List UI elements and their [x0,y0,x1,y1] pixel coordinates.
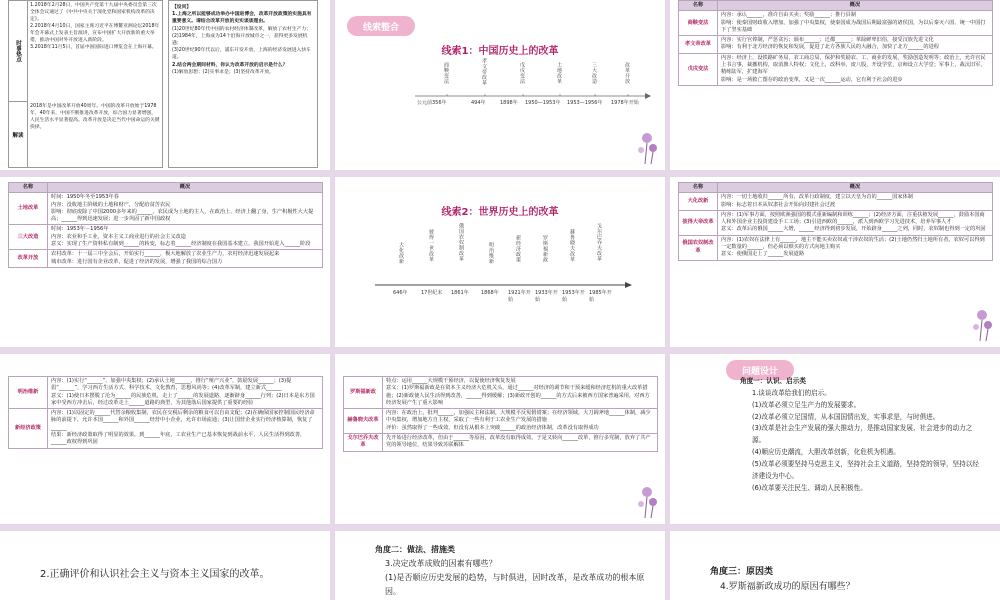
axis-arrow [645,93,651,99]
year-label: 1985年开始 [589,290,612,303]
timeline-axis [335,0,665,170]
slide-china-reforms-table-1[interactable] [670,0,1000,170]
row-name: 孝文帝改革 [679,36,718,54]
table-row [9,250,323,268]
table-row [344,409,658,434]
flower-decoration-icon [617,482,661,520]
table-row [344,377,658,409]
table-row [679,193,993,211]
reform-table [678,0,993,86]
question-text: 3.决定改革成败的因素有哪些？ [385,559,497,568]
event-label: 改革开放 [624,62,630,84]
slide-china-reform-timeline[interactable] [335,0,665,170]
table-row [679,11,993,36]
row-text: 内容：承认______，准许自由买卖；奖励______；推行县制 影响：使秦国财政收入增加，加强了中央集权，使秦国成为战国后期最富强的诸侯国，为以后秦灭六国、统一中国打下了坚实基础 [718,11,993,36]
row-name: 罗斯福新政 [344,377,383,409]
table-row [9,409,323,448]
answer-item: (2)改革必须立足国情，从本国国情出发，实事求是，与时俱进。 [752,412,940,421]
news-item: 3.2018年11月5日，首届中国国际进口博览会在上海开幕。 [30,44,157,50]
question-body [375,543,645,599]
slide-world-reform-timeline[interactable] [335,177,665,347]
answer-item: (1)改革必须立足生产力的发展要求。 [752,400,861,409]
event-label: 大化改新 [398,242,404,264]
angle-heading: 角度二：做法、措施类 [375,545,455,554]
row-name: 商鞅变法 [679,11,718,36]
col-header-desc: 概况 [718,183,993,193]
table-row [344,433,658,451]
answer-item: (1)是否顺应历史发展的趋势，与时俱进，因时改革，是改革成功的根本原因。 [385,573,645,596]
year-label: 494年 [471,100,486,106]
event-label: 戈尔巴乔夫改革 [596,223,602,262]
event-label: 罗斯福新政 [542,235,548,263]
row-name: 大化改新 [679,193,718,211]
table-row [679,210,993,235]
row-name: 土地改革 [9,193,48,225]
year-label: 1861年 [451,290,469,296]
year-label: 1950—1953年 [525,100,561,106]
timeline-axis [335,177,665,347]
table-row [679,53,993,85]
row-text: 内容：在政治上，批判______，加强民主和法制，大规模平反冤假错案；在经济领域，大刀阔斧地______体制，减少中央集权，增加地方自主权，采取了一些有利于工农业生产发展的措施 评价：虽然取得了一些成效，但没有从根本上突破______的政治经济体制，改革没有取得成功 [383,409,658,434]
event-label: 俄国农奴制改革 [458,223,464,262]
news-list [30,3,160,52]
slide-question-4[interactable] [670,531,1000,600]
table-row [9,225,323,250]
year-label: 1978年开始 [611,100,639,106]
news-item: 2.2018年4月10日，国家主席习近平在博鳌亚洲论坛2018年年会开幕式上发表主旨演讲，宣布中国扩大开放新的重大举措，推动中国对外开放进入新阶段。 [30,23,160,43]
question-1: 1.上海之所以能够成功举办中国进博会，改革开放政策的实施具有重要意义。请结合改革开放的史实谈谈理由。 [172,12,312,25]
section-banner: 线索整合 [347,16,415,36]
section-banner: 问题设计 [726,360,794,380]
event-label: 赫鲁晓夫改革 [569,229,575,262]
event-label: 新经济政策 [515,235,521,263]
event-label: 明治维新 [488,242,494,264]
question-body [740,376,985,495]
reform-table [8,182,323,268]
row-text: 时间：1950年冬至1953年春 内容：没收地主阶级的土地和财产，分配给贫苦农民 影响：彻底废除了中国2000多年来的______，农民成为土地的主人，在政治上、经济上翻了身，生产积极性大大提高；______得到迅速发展；进一步巩固了新中国政权 [48,193,323,225]
answer-item: (5)改革必须要坚持马克思主义，坚持社会主义道路，坚持党的领导，坚持以经济建设为中心。 [752,460,979,480]
row-text: 先开始进行经济改革，但由于______等原因，改革没有取得成效，于是又转向______改革，推行多党制，放弃了共产党的领导地位，结果导致苏联解体 [383,433,658,451]
year-label: 1898年 [500,100,518,106]
slide-question-design[interactable] [670,354,1000,524]
row-name: 戈尔巴乔夫改革 [344,433,383,451]
timeline-title: 线索1：中国历史上的改革 [441,46,559,57]
flower-decoration-icon [617,128,661,166]
answer-item: (6)改革要关注民生、调动人民积极性。 [752,483,867,492]
row-text: 内容：经济上，设铁路矿务局，农工商总局，保护和奖励农、工、商业的发展，奖励创造发明等；政治上，允许官民上书言事，裁撤机构，取消旗人特权；文化上，改科举，废八股，开设学堂，京师设立大学堂；军事上，裁汰旧军，精练陆军，扩建海军 影响：是一场救亡图存的政治变革，又是一次______运动，它有利于社会的进步 [718,53,993,85]
year-label: 公元前356年 [417,100,447,106]
row-name: 彼得大帝改革 [679,210,718,235]
slide-question-3[interactable] [335,531,665,600]
row-text: 内容：(1)农奴在法律上有______，地主不能买卖农奴或干涉农奴的生活；(2)土地仍然归土地所有者，农奴可以得到一定数量的______，但必须以赎买的方式向地主购买 意义：使俄国走上了______发展道路 [718,235,993,260]
question-text: 1.谈谈改革给我们的启示。 [752,388,831,397]
reform-table [343,376,658,452]
year-label: 17世纪末 [421,290,443,296]
row-name: 新经济政策 [9,409,48,448]
col-header-name: 名称 [9,183,48,193]
col-header-desc: 概况 [48,183,323,193]
label-interpretation: 解读 [9,101,28,168]
slide-world-reforms-table-2[interactable] [0,354,330,524]
col-header-name: 名称 [679,1,718,11]
reform-table [8,376,323,449]
event-label: 孝文帝改革 [481,58,487,86]
timeline-title: 线索2：世界历史上的改革 [441,207,559,218]
slide-world-reforms-table-1[interactable] [670,177,1000,347]
angle-heading: 角度三：原因类 [710,567,774,577]
row-name: 三大改造 [9,225,48,250]
slide-question-2[interactable] [0,531,330,600]
col-header-name: 名称 [679,183,718,193]
flower-decoration-icon [952,305,996,343]
answer-line: (1)20世纪80年代中国的农村经济体制改革，解放了农村生产力； [172,26,311,32]
row-name: 俄国农奴制改革 [679,235,718,260]
year-label: 1953年开始 [562,290,585,303]
answer-line: (1)解放思想；(2)实事求是；(3)坚持改革开放。 [172,69,274,75]
row-text: 内容：(1)以固定的______代替余粮收集制，农民在交税后剩余的粮食可以自由支配；(2)在确保国家控制国民经济命脉的前提下，允许本国______和外国______经营中小企业，允许市场流通；(3)让国营企业实行经济核算制，恢复了______ 结果：新经济政策取得了明显的效果。到______年底，工农业生产已基本恢复到战前水平，人民生活得到改善，______政权得到巩固 [48,409,323,448]
event-label: 土地改革 [556,62,562,84]
table-row [679,36,993,54]
year-label: 646年 [393,290,408,296]
year-label: 1868年 [481,290,499,296]
question-tag: 【设问】 [172,5,192,10]
row-text: 内容：(1)军事方面，按照欧洲强国的模式重新编制和训练______；(2)经济方面，注重扶植发展______，鼓励本国商人和外国企业主投资建设手工工场；(3)引进西欧的______，派人到西欧学习先进技术，培养军事人才 意义：改革后的俄国______大增，______经济得到初步发展，开始跻身______之列，同时，农奴制也得到一定的巩固 [718,210,993,235]
question-box [168,0,318,168]
row-name: 改革开放 [9,250,48,268]
slide-current-affairs[interactable] [0,0,330,170]
label-hot-news: 时事热点 [9,1,28,102]
col-header-desc: 概况 [718,1,993,11]
question-text: 4.罗斯福新政成功的原因有哪些？ [720,582,855,593]
row-text: 内容：一切土地收归______所有，改革行政制度，建立以天皇为首的______国家体制 影响：标志着日本从奴隶社会开始向封建社会过渡 [718,193,993,211]
table-row [9,377,323,409]
row-text: 时间：1953年－1956年 内容：农业和手工业，资本主义工商业进行的社会主义改造 意义：实现了生产资料私有制到______的转变，标志着______经济制度在我国基本建立，我国开始进入______阶段 [48,225,323,250]
answer-line: (2)1984年，上海成为14个沿海开放城市之一，获得更多发展机遇； [172,33,308,46]
event-label: 戊戌变法 [519,62,525,84]
question-2: 2.结合两会期间材料，你认为改革开放的启示是什么？ [172,62,288,68]
answer-item: (4)顺应历史潮流，大胆改革创新，化危机为机遇。 [752,448,900,457]
event-label: 三大改造 [591,62,597,84]
table-row [9,193,323,225]
row-name: 赫鲁晓夫改革 [344,409,383,434]
event-label: 彼得一世改革 [428,229,434,262]
row-text: 内容：实行官俸制，严惩贪污；颁布______；迁都______；革除鲜卑旧俗，接受汉族先进文化 影响：有利于北方经济的恢复和发展，促进了北方各族人民的大融合，加快了北方______的进程 [718,36,993,54]
answer-item: (3)改革是社会生产发展的强大推动力，是推动国家发展、社会进步的动力之源。 [752,424,973,445]
year-label: 1921年开始 [508,290,531,303]
axis-arrow [625,282,632,288]
interpretation-text: 2018年是中国改革开放40周年。中国的改革开放始于1978年，40年来，中国不断推进改革开放，综合国力显著增强，人民生活水平显著提高。改革开放是决定当代中国命运的关键抉择。 [30,104,160,130]
row-name: 戊戌变法 [679,53,718,85]
question-body [710,565,980,596]
news-item: 1.2018年2月28日，中国共产党第十九届中央委员会第三次全体会议通过了《中共中央关于深化党和国家机构改革的决定》。 [30,3,157,22]
table-row [679,235,993,260]
answer-line: (3)20世纪90年代以后，浦东开发开放，上海的经济发展进入快车道。 [172,48,311,61]
slide-china-reforms-table-2[interactable] [0,177,330,347]
year-label: 1953—1956年 [567,100,603,106]
row-text: 内容：(1)实行“______”，加强中央集权；(2)承认土地______，推行“殖产兴业”，鼓励发展______；(3)提倡“______”，学习西方生活方式、科学技术、文化教育，思想风尚等；(4)改革军制，建立新式______ 意义：(1)使日本摆脱了沦为______的民族危机，走上了______的发展道路，逐渐跻身______行列；(2)日本是东方国家中受西方冲击后，经过改革走上______道路的典型，为其他落后国家提供了重要的经验 [48,377,323,409]
event-label: 商鞅变法 [443,62,449,84]
question-text: 2.正确评价和认识社会主义与资本主义国家的改革。 [40,569,270,580]
reform-table [678,182,993,261]
hot-news-table [8,0,163,168]
row-text: 特点：运用______大规模干预经济，以促使经济恢复发展 意义：(1)罗斯福新政是在资本主义经济大危机关头，通过______对经济的调节和干预来缓和经济危机的重大改革措施；(2)新政使人民生活得到改善，______得到缓解；(3)新政开创的______的方式后来被西方国家普遍采用，对西方经济发展产生了重大影响 [383,377,658,409]
year-label: 1933年开始 [535,290,558,303]
row-name: 明治维新 [9,377,48,409]
slide-world-reforms-table-3[interactable] [335,354,665,524]
row-text: 农村改革：十一届三中全会后，开始实行______，极大地解放了农业生产力，农村经济迅速发展起来 城市改革：进行国有企业改革，促进了经济的发展，增强了我国的综合国力 [48,250,323,268]
angle-heading: 角度一：认识、启示类 [740,377,806,385]
